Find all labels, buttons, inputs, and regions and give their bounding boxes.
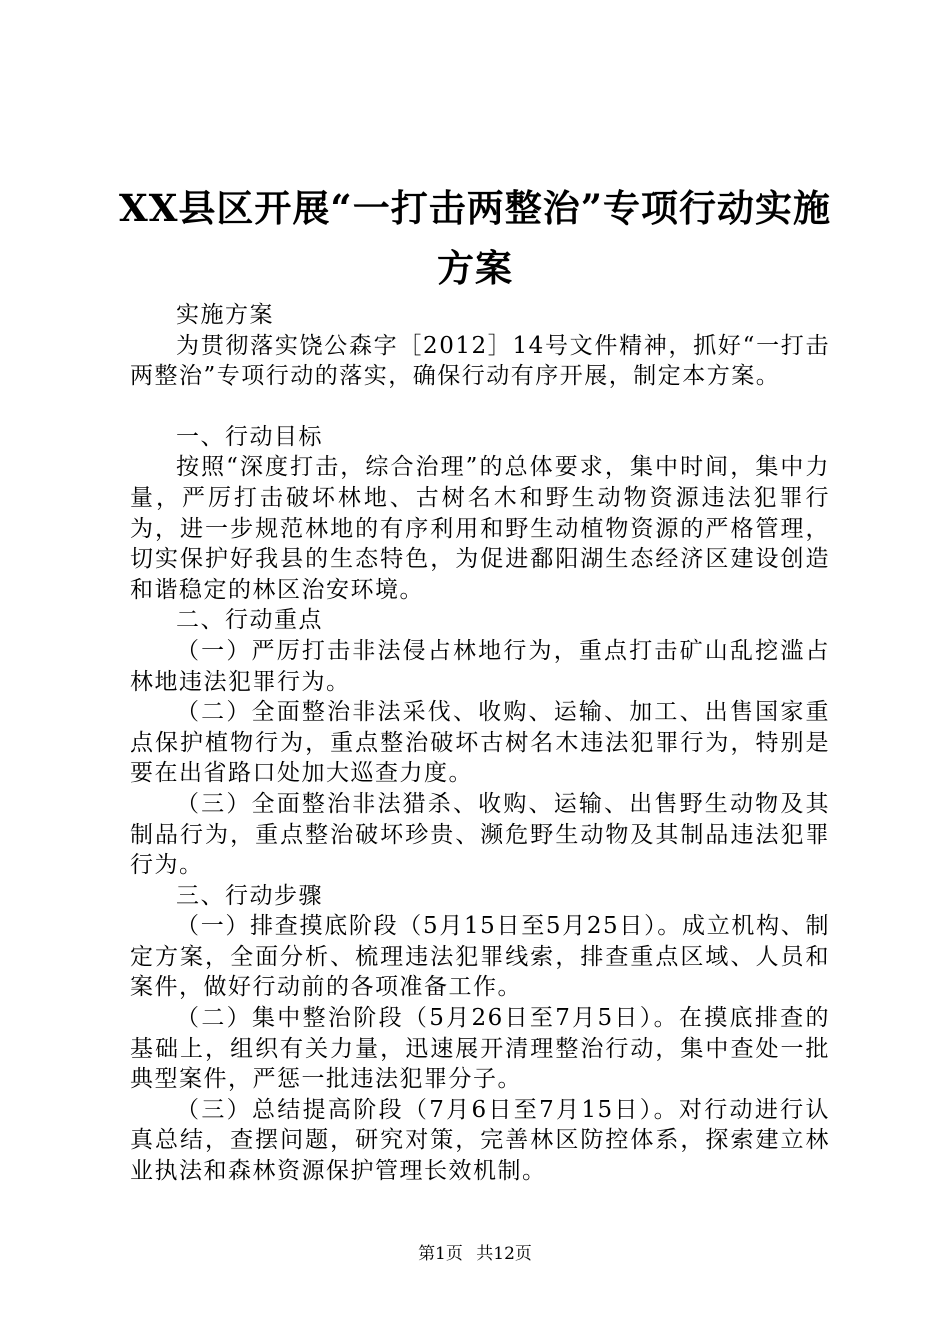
section-heading: 二、行动重点 [176,607,323,634]
section-heading: 三、行动步骤 [176,882,323,909]
paragraph: （一）排查摸底阶段（5月15日至5月25日）。成立机构、制定方案，全面分析、梳理违法犯罪线索，排查重点区域、人员和案件，做好行动前的各项准备工作。 [130,913,830,1001]
paragraph: （二）集中整治阶段（5月26日至7月5日）。在摸底排查的基础上，组织有关力量，迅速展开清理整治行动，集中查处一批典型案件，严惩一批违法犯罪分子。 [130,1005,830,1093]
document-body [130,300,830,1187]
paragraph: （二）全面整治非法采伐、收购、运输、加工、出售国家重点保护植物行为，重点整治破坏古树名木违法犯罪行为，特别是要在出省路口处加大巡查力度。 [130,699,830,787]
page-number: 第1页 [418,1244,463,1264]
paragraph-label: 实施方案 [176,302,274,328]
document-title-line1: XX县区开展“一打击两整治”专项行动实施 [119,186,831,230]
paragraph-intro: 为贯彻落实饶公森字［2012］14号文件精神，抓好“一打击两整治”专项行动的落实，确保行动有序开展，制定本方案。 [130,332,830,390]
paragraph: （三）全面整治非法猎杀、收购、运输、出售野生动物及其制品行为，重点整治破坏珍贵、濒危野生动物及其制品违法犯罪行为。 [130,790,830,879]
page-footer [0,1244,950,1264]
section-heading: 一、行动目标 [176,423,323,450]
paragraph: （三）总结提高阶段（7月6日至7月15日）。对行动进行认真总结，查摆问题，研究对策，完善林区防控体系，探索建立林业执法和森林资源保护管理长效机制。 [130,1096,830,1185]
paragraph: 按照“深度打击，综合治理”的总体要求，集中时间，集中力量，严厉打击破坏林地、古树名木和野生动物资源违法犯罪行为，进一步规范林地的有序利用和野生动植物资源的严格管理，切实保护好我县的生态特色，为促进鄱阳湖生态经济区建设创造和谐稳定的林区治安环境。 [130,454,830,603]
document-title-line2: 方案 [437,246,513,290]
page-total: 共12页 [476,1244,532,1264]
paragraph: （一）严厉打击非法侵占林地行为，重点打击矿山乱挖滥占林地违法犯罪行为。 [130,637,830,695]
